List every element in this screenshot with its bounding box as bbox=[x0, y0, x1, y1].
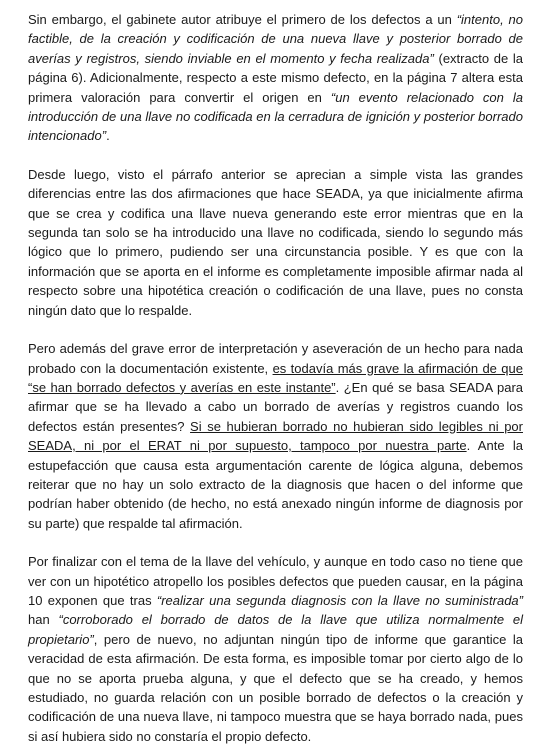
p1-text-1: Sin embargo, el gabinete autor atribuye el primero de los defectos a un bbox=[28, 12, 457, 27]
paragraph-1 bbox=[28, 10, 523, 146]
p3-text-1: Pero además del grave error de interpretación y aseveración de un hecho para nada probado con la documentación existente, bbox=[28, 341, 523, 376]
p1-text-3: . bbox=[106, 128, 110, 144]
p4-quote-1: “realizar una segunda diagnosis con la llave no suministrada” bbox=[156, 592, 523, 608]
p1-text-2: (extracto de la página 6). Adicionalmente, respecto a este mismo defecto, en la página 7 altera esta primera valoración para convertir el origen en bbox=[28, 50, 523, 105]
p3-text-2: . ¿En qué se basa SEADA para afirmar que se ha llevado a cabo un borrado de averías y registros cuando los defectos están presentes? bbox=[28, 379, 524, 434]
paragraph-4 bbox=[28, 552, 523, 746]
p3-underlined-1: es todavía más grave la afirmación de que “se han borrado defectos y averías en este instante” bbox=[28, 360, 523, 395]
p1-quote-1: “intento, no factible, de la creación y codificación de una nueva llave y posterior borrado de averías y registros, siendo inviable en el momento y fecha realizada” bbox=[28, 12, 523, 66]
paragraph-2 bbox=[28, 165, 523, 320]
p4-text-2: han bbox=[28, 612, 59, 628]
p4-text-3: , pero de nuevo, no adjuntan ningún tipo de informe que garantice la veracidad de esta afirmación. De esta forma, es imposible tomar por cierto algo de lo que no se aporta prueba alguna, y que el defecto que se ha creado, y hemos estudiado, no guarda relación con un posible borrado de defectos o la creación y codificación de una nueva llave, ni tampoco muestra que se haya borrado nada, pues si así hubiera sido no constaría el propio defecto. bbox=[28, 631, 523, 744]
p2-text-1: Desde luego, visto el párrafo anterior se aprecian a simple vista las grandes diferencias entre las dos afirmaciones que hace SEADA, ya que inicialmente afirma que se crea y codifica una llave nueva generando este error mientras que en la segunda tan solo se ha introducido una llave no codificada, siendo lo segundo más lógico que lo primero, pudiendo ser una circunstancia posible. Y es que con la información que se aporta en el informe es completamente imposible afirmar nada al respecto sobre una hipotética creación o codificación de una llave, pues no consta ningún dato que lo respalde. bbox=[28, 166, 523, 318]
p3-underlined-2: Si se hubieran borrado no hubieran sido legibles ni por SEADA, ni por el ERAT ni por supuesto, tampoco por nuestra parte bbox=[28, 418, 523, 454]
p4-text-1: Por finalizar con el tema de la llave del vehículo, y aunque en todo caso no tiene que ver con un hipotético atropello los posibles defectos que pueden causar, en la página 10 exponen que tras bbox=[28, 554, 523, 608]
p1-quote-2: “un evento relacionado con la introducción de una llave no codificada en la cerradura de ignición y posterior borrado intencionado” bbox=[28, 89, 523, 144]
p3-text-3: . Ante la estupefacción que causa esta argumentación carente de lógica alguna, debemos reiterar que no hay un solo extracto de la diagnosis que hacen o del informe que podrían haber obtenido (de hecho, no está anexado ningún informe de diagnosis por su parte) que respalde tal afirmación. bbox=[28, 438, 523, 531]
p4-quote-2: “corroborado el borrado de datos de la llave que utiliza normalmente el propietario” bbox=[28, 612, 523, 647]
paragraph-3 bbox=[28, 339, 523, 533]
